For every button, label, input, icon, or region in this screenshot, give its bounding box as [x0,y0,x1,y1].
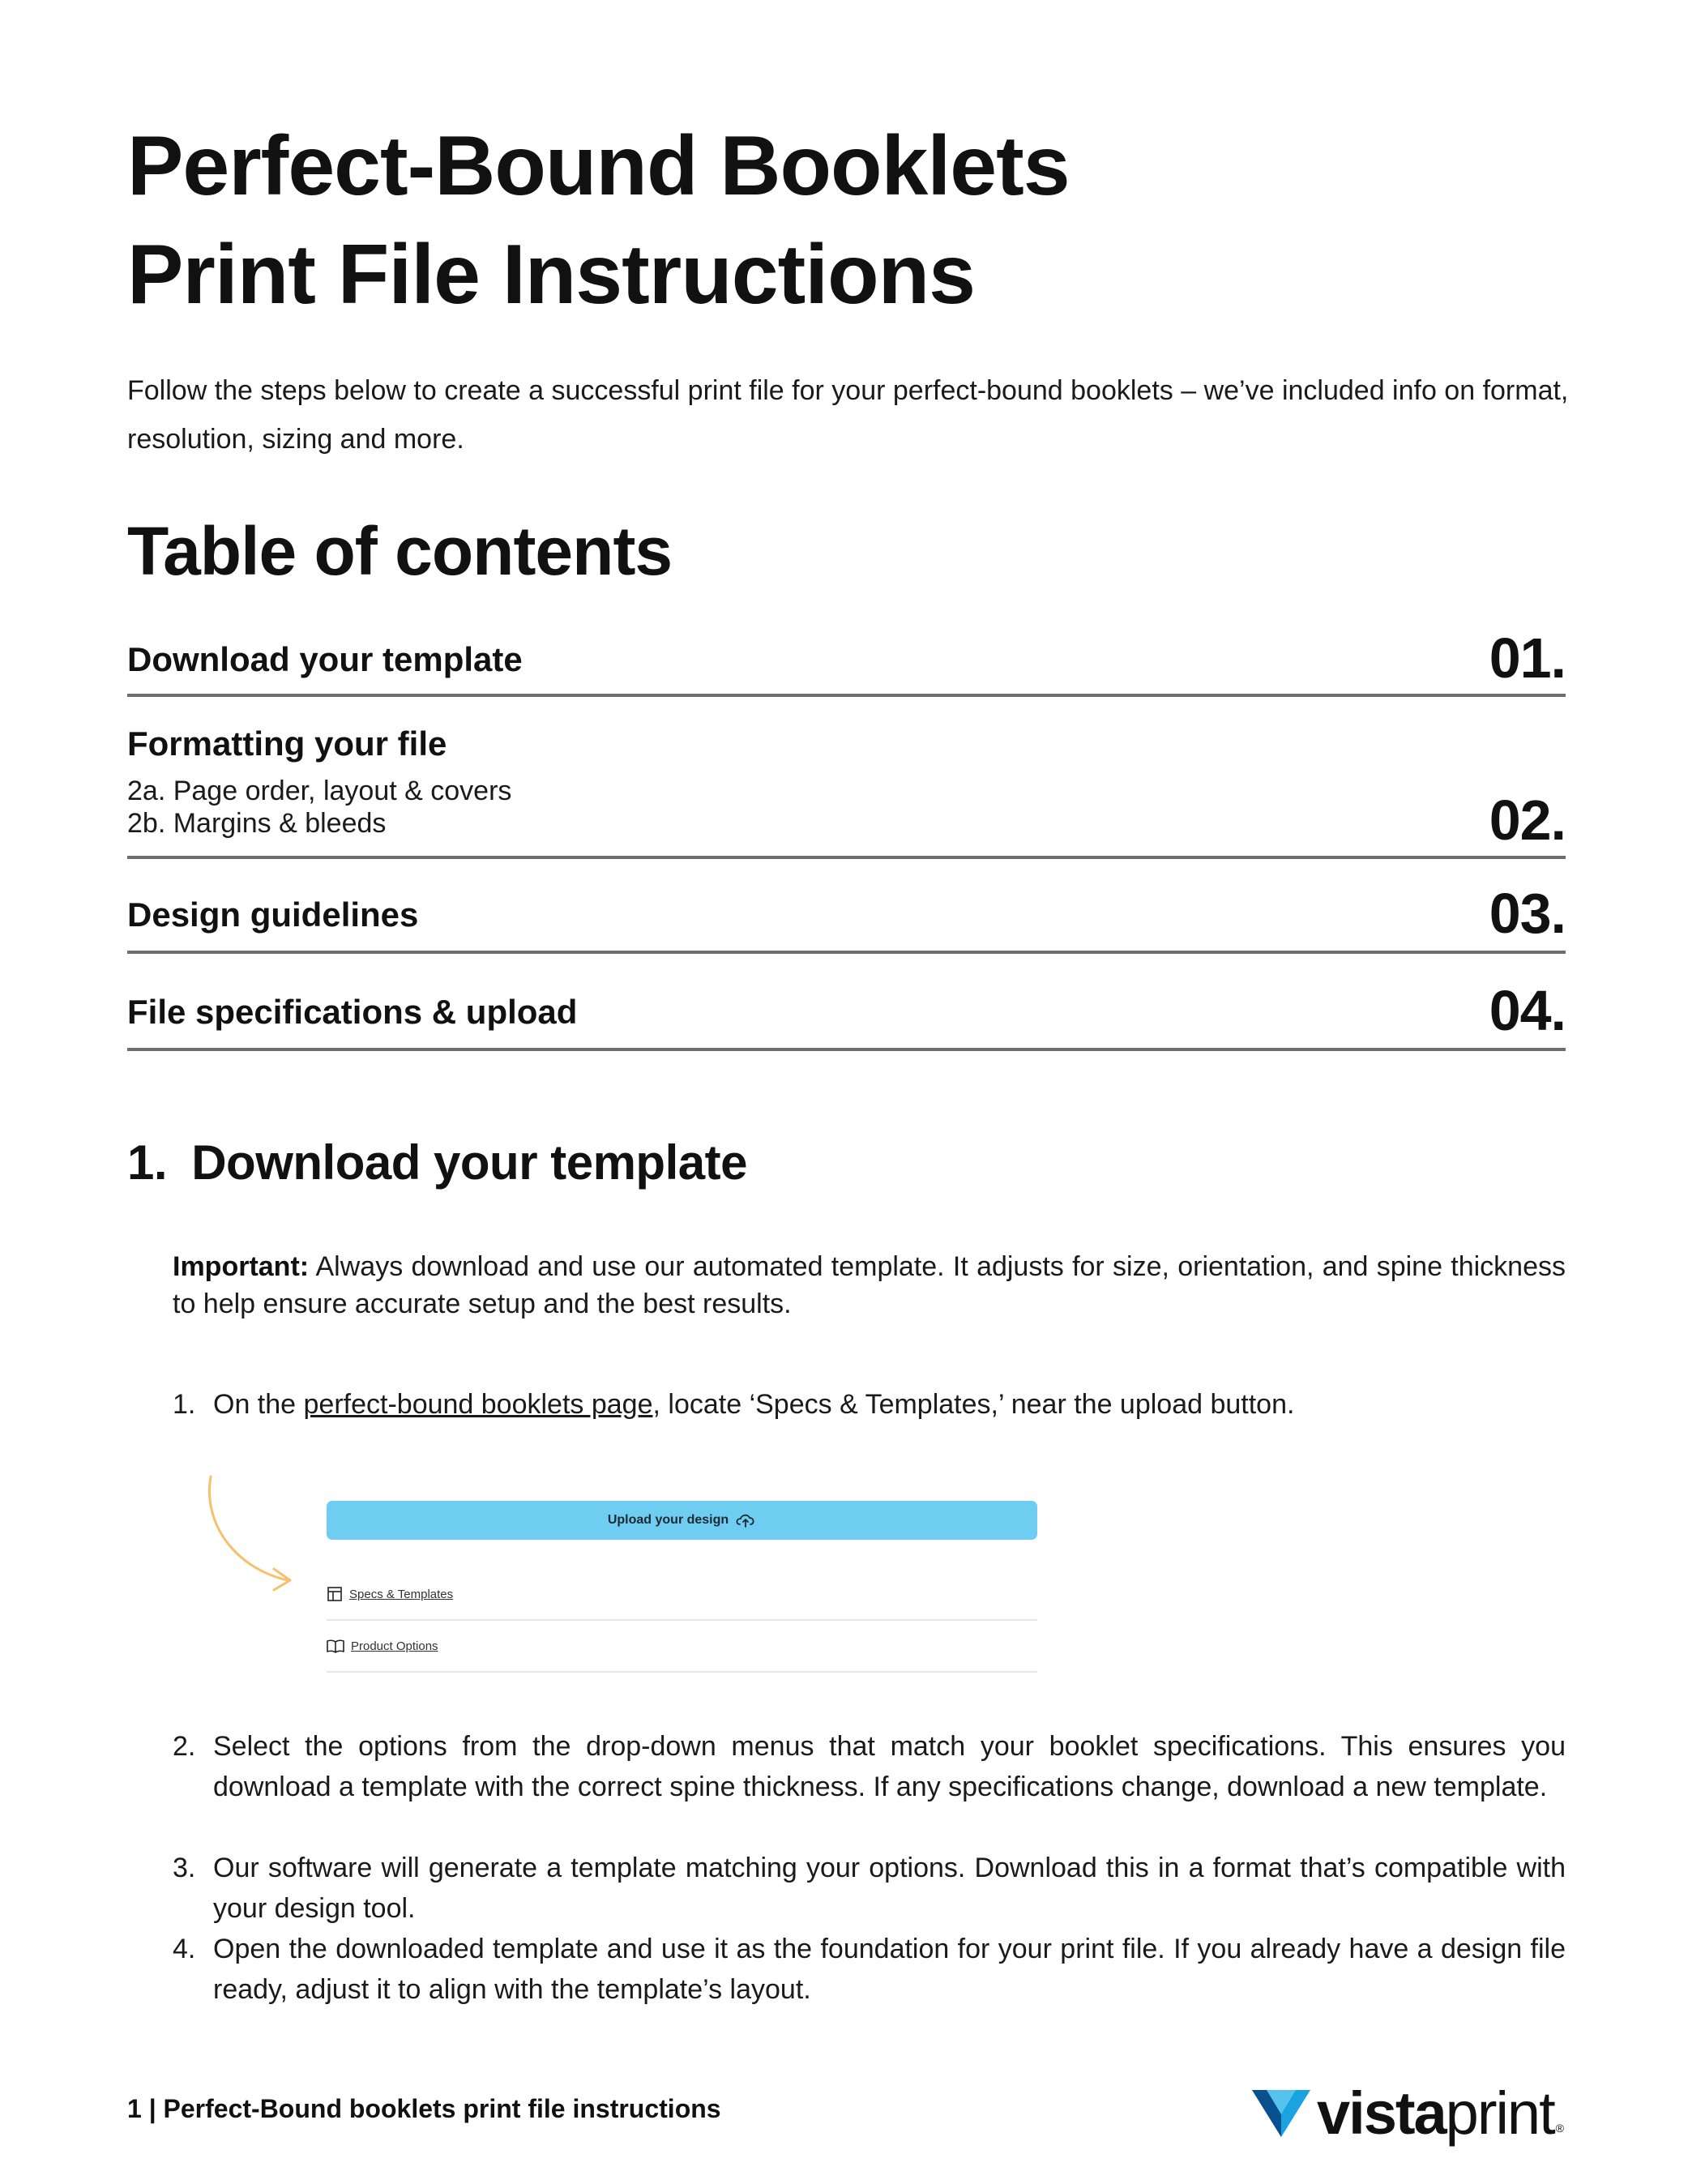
step-text: Select the options from the drop-down menus that match your booklet specifications. This ensures you download a template with the correct spine thickness. If any specifications change, download a new template. [213,1731,1566,1802]
step-text: On the perfect-bound booklets page, locate ‘Specs & Templates,’ near the upload button. [213,1389,1295,1420]
toc-subitem: 2b. Margins & bleeds [127,808,387,839]
specs-templates-row[interactable] [327,1569,1037,1621]
title-line-1: Perfect-Bound Booklets [127,119,1070,213]
open-book-icon [327,1638,344,1654]
step-1 [173,1384,1566,1425]
specs-templates-link[interactable]: Specs & Templates [349,1587,454,1601]
step-text: Our software will generate a template matching your options. Download this in a format that’s compatible with your design tool. [213,1853,1566,1924]
toc-item-label: Formatting your file [127,724,447,763]
document-title [127,112,1070,329]
section-title: Download your template [191,1135,747,1190]
step-number: 3. [173,1853,196,1883]
logo-wordmark: vistaprint [1317,2079,1554,2147]
step-number: 1. [173,1389,196,1420]
title-line-2: Print File Instructions [127,228,975,322]
footer-page-label: 1 | Perfect-Bound booklets print file instructions [127,2094,721,2123]
step-4 [173,1929,1566,2010]
important-label: Important: [173,1251,310,1282]
step-text: Open the downloaded template and use it as the foundation for your print file. If you already have a design file ready, adjust it to align with the template’s layout. [213,1934,1566,2005]
upload-design-button[interactable] [327,1501,1037,1540]
pointing-arrow-icon [203,1475,300,1596]
step-2 [173,1726,1566,1807]
toc-item-design[interactable] [127,871,1566,954]
footer-doc-title: Perfect-Bound booklets print file instructions [163,2094,721,2123]
section-number: 1. [127,1135,168,1190]
intro-paragraph: Follow the steps below to create a successful print file for your perfect-bound booklets – we’ve included info on format, resolution, sizing and more. [127,375,1569,455]
toc-item-label: File specifications & upload [127,993,578,1031]
toc-heading: Table of contents [127,513,673,589]
toc-item-formatting[interactable] [127,713,1566,859]
product-options-link[interactable]: Product Options [351,1639,438,1653]
toc-subitem: 2a. Page order, layout & covers [127,776,512,806]
cloud-upload-icon [735,1512,756,1528]
step-number: 2. [173,1731,196,1762]
toc-item-number: 03. [1489,882,1566,945]
vistaprint-logo-icon [1252,2087,1310,2140]
toc-item-number: 01. [1489,626,1566,690]
toc-item-file-specs[interactable] [127,968,1566,1051]
toc-item-download[interactable] [127,624,1566,697]
registered-mark: ® [1555,2122,1564,2135]
toc-item-number: 02. [1489,789,1566,852]
product-options-row[interactable] [327,1621,1037,1673]
step-3 [173,1848,1566,1929]
important-text: Always download and use our automated template. It adjusts for size, orientation, and spine thickness to help ensure accurate setup and the best results. [173,1251,1566,1319]
toc-item-label: Design guidelines [127,895,419,934]
step-number: 4. [173,1934,196,1964]
toc-item-label: Download your template [127,640,523,678]
section-1-heading [127,1135,747,1190]
vistaprint-logo [1252,2081,1564,2146]
booklets-page-link[interactable]: perfect-bound booklets page [303,1389,653,1420]
toc-item-number: 04. [1489,979,1566,1042]
upload-button-label: Upload your design [607,1513,729,1527]
table-icon [327,1586,343,1602]
important-note [173,1248,1566,1323]
page-number: 1 [127,2094,142,2123]
